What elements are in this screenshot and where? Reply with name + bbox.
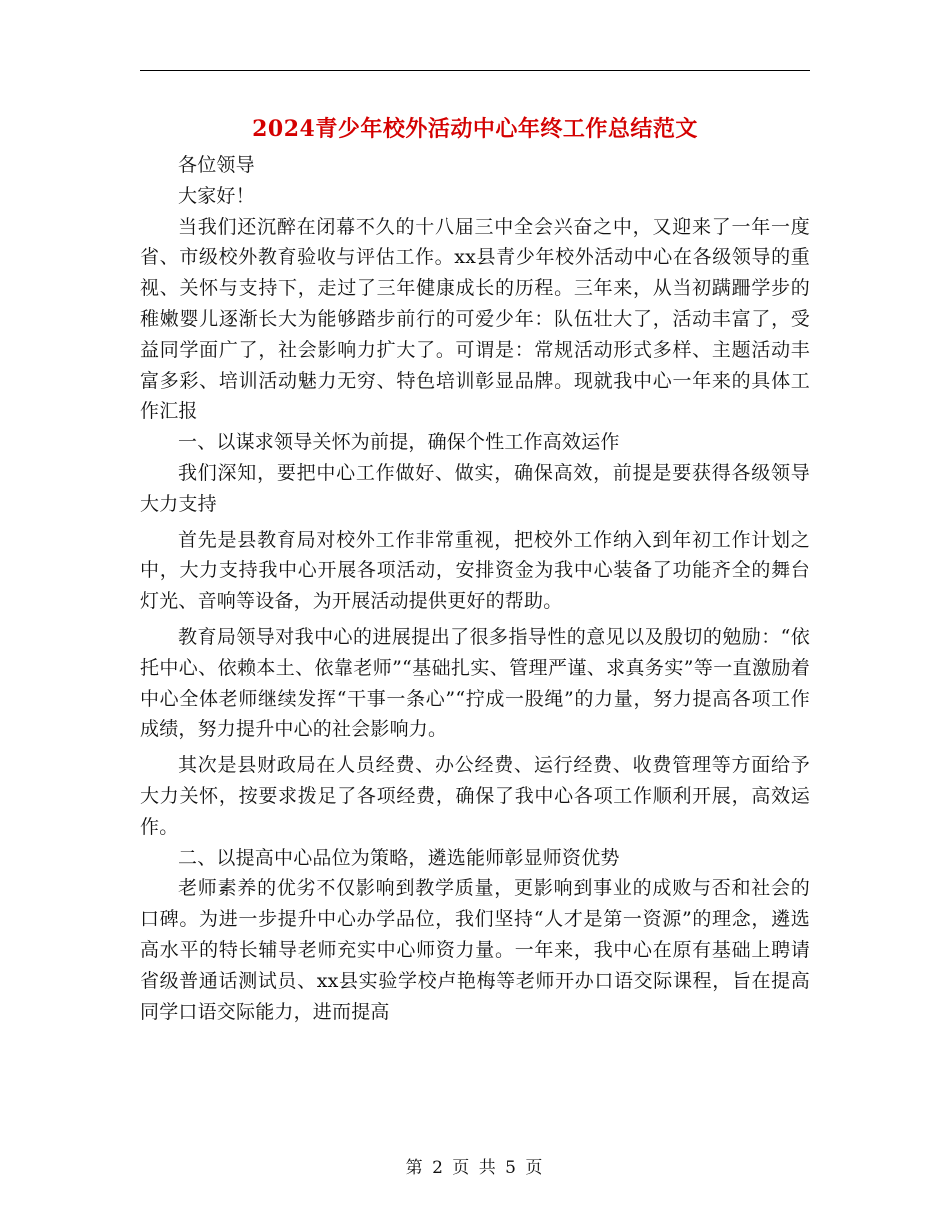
section-heading-1: 一、以谋求领导关怀为前提，确保个性工作高效运作 (178, 431, 620, 454)
header-rule (140, 70, 810, 71)
paragraph-greeting: 大家好！ (178, 184, 255, 207)
section-heading-2: 二、以提高中心品位为策略，遴选能师彰显师资优势 (178, 846, 620, 869)
paragraph: 其次是县财政局在人员经费、办公经费、运行经费、收费管理等方面给予大力关怀，按要求拨足了各项经费，确保了我中心各项工作顺利开展，高效运作。 (140, 754, 810, 838)
paragraph-intro: 当我们还沉醉在闭幕不久的十八届三中全会兴奋之中，又迎来了一年一度省、市级校外教育验收与评估工作。xx县青少年校外活动中心在各级领导的重视、关怀与支持下，走过了三年健康成长的历程。三年来，从当初蹒跚学步的稚嫩婴儿逐渐长大为能够踏步前行的可爱少年：队伍壮大了，活动丰富了，受益同学面广了，社会影响力扩大了。可谓是：常规活动形式多样、主题活动丰富多彩、培训活动魅力无穷、特色培训彰显品牌。现就我中心一年来的具体工作汇报 (140, 215, 810, 423)
paragraph-salutation: 各位领导 (178, 154, 255, 176)
paragraph: 我们深知，要把中心工作做好、做实，确保高效，前提是要获得各级领导大力支持 (140, 461, 810, 515)
paragraph: 教育局领导对我中心的进展提出了很多指导性的意见以及殷切的勉励：“依托中心、依赖本土、依靠老师”“基础扎实、管理严谨、求真务实”等一直激励着中心全体老师继续发挥“干事一条心”“拧成一股绳”的力量，努力提高各项工作成绩，努力提升中心的社会影响力。 (140, 625, 810, 741)
document-body (140, 150, 810, 1027)
page-indicator: 第 2 页 共 5 页 (405, 1158, 545, 1178)
paragraph: 首先是县教育局对校外工作非常重视，把校外工作纳入到年初工作计划之中，大力支持我中心开展各项活动，安排资金为我中心装备了功能齐全的舞台灯光、音响等设备，为开展活动提供更好的帮助。 (140, 528, 810, 613)
document-title: 2024青少年校外活动中心年终工作总结范文 (252, 116, 698, 142)
paragraph: 老师素养的优劣不仅影响到教学质量，更影响到事业的成败与否和社会的口碑。为进一步提升中心办学品位，我们坚持“人才是第一资源”的理念，遴选高水平的特长辅导老师充实中心师资力量。一年来，我中心在原有基础上聘请省级普通话测试员、xx县实验学校卢艳梅等老师开办口语交际课程，旨在提高同学口语交际能力，进而提高 (140, 877, 810, 1023)
